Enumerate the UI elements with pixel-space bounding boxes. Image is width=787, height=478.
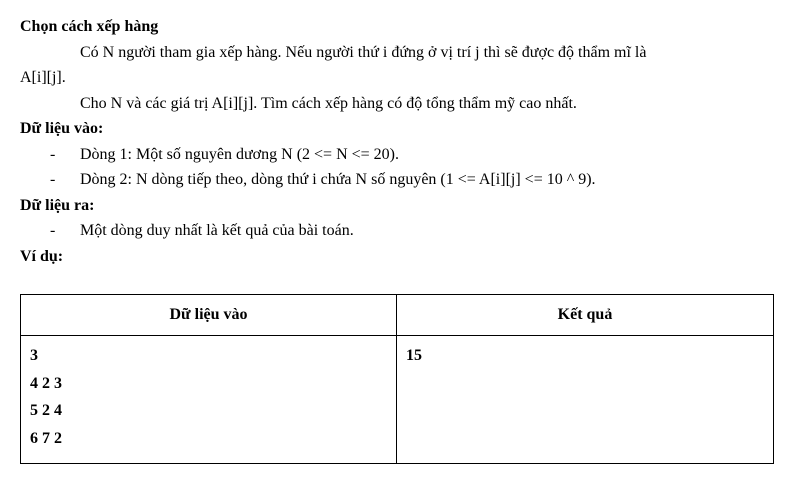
example-input-line: 3 (30, 347, 38, 364)
bullet-dash: - (50, 222, 56, 239)
bullet-dash: - (50, 145, 56, 163)
example-input-line: 5 2 4 (30, 402, 62, 419)
input-section-heading: Dữ liệu vào: (20, 120, 104, 137)
problem-title: Chọn cách xếp hàng (20, 18, 159, 35)
intro-paragraph-1: Có N người tham gia xếp hàng. Nếu người thứ i đứng ở vị trí j thì sẽ được độ thẩm mĩ là (80, 43, 647, 61)
example-output-line: 15 (406, 347, 422, 364)
input-bullet-item (20, 167, 772, 193)
example-input-line: 6 7 2 (30, 429, 62, 447)
example-table (20, 294, 774, 464)
problem-statement (20, 14, 772, 269)
intro-paragraph-1-continuation: A[i][j]. (20, 69, 66, 86)
output-bullet-item (20, 218, 772, 244)
output-section-heading: Dữ liệu ra: (20, 196, 95, 214)
bullet-dash: - (50, 171, 56, 188)
input-bullet-item (20, 142, 772, 168)
input-bullet-text: Dòng 1: Một số nguyên dương N (2 <= N <= 20). (80, 145, 399, 163)
table-row (21, 336, 774, 464)
input-column-header: Dữ liệu vào (21, 295, 397, 336)
example-output-cell (397, 336, 774, 464)
example-input-cell (21, 336, 397, 464)
example-input-line: 4 2 3 (30, 374, 62, 392)
output-bullet-text: Một dòng duy nhất là kết quả của bài toán. (80, 222, 354, 239)
input-bullet-text: Dòng 2: N dòng tiếp theo, dòng thứ i chứa N số nguyên (1 <= A[i][j] <= 10 ^ 9). (80, 171, 596, 188)
output-column-header: Kết quả (397, 295, 774, 336)
example-heading: Ví dụ: (20, 247, 64, 265)
table-header-row (21, 295, 774, 336)
intro-paragraph-2: Cho N và các giá trị A[i][j]. Tìm cách xếp hàng có độ tổng thẩm mỹ cao nhất. (80, 94, 577, 112)
